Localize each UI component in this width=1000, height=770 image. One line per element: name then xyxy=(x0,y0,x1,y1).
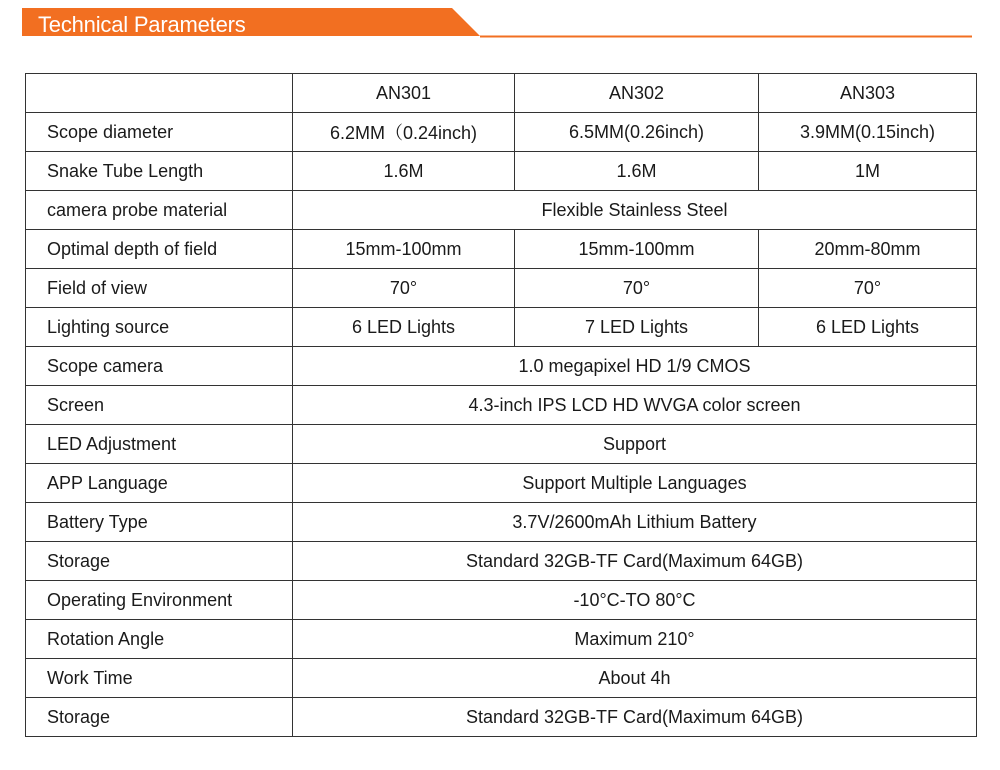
value-cell: 20mm-80mm xyxy=(759,230,977,269)
value-cell: 6.5MM(0.26inch) xyxy=(515,113,759,152)
row-label-cell: Screen xyxy=(26,386,293,425)
table-row xyxy=(26,659,977,698)
header-corner-cell xyxy=(26,74,293,113)
shared-value-cell: Support Multiple Languages xyxy=(293,464,977,503)
row-label-cell: Work Time xyxy=(26,659,293,698)
table-row xyxy=(26,230,977,269)
value-cell: 15mm-100mm xyxy=(293,230,515,269)
model-header-cell: AN303 xyxy=(759,74,977,113)
row-label-cell: Field of view xyxy=(26,269,293,308)
section-title: Technical Parameters xyxy=(38,12,246,37)
table-row xyxy=(26,542,977,581)
value-cell: 6.2MM（0.24inch) xyxy=(293,113,515,152)
table-row xyxy=(26,425,977,464)
value-cell: 1M xyxy=(759,152,977,191)
value-cell: 70° xyxy=(759,269,977,308)
table-row xyxy=(26,620,977,659)
row-label-cell: Rotation Angle xyxy=(26,620,293,659)
value-cell: 70° xyxy=(293,269,515,308)
row-label-cell: Battery Type xyxy=(26,503,293,542)
value-cell: 6 LED Lights xyxy=(293,308,515,347)
table-row xyxy=(26,581,977,620)
row-label-cell: Storage xyxy=(26,698,293,737)
shared-value-cell: Support xyxy=(293,425,977,464)
shared-value-cell: Standard 32GB-TF Card(Maximum 64GB) xyxy=(293,698,977,737)
table-row xyxy=(26,386,977,425)
shared-value-cell: Flexible Stainless Steel xyxy=(293,191,977,230)
shared-value-cell: Maximum 210° xyxy=(293,620,977,659)
table-row xyxy=(26,464,977,503)
shared-value-cell: 3.7V/2600mAh Lithium Battery xyxy=(293,503,977,542)
shared-value-cell: About 4h xyxy=(293,659,977,698)
row-label-cell: Scope diameter xyxy=(26,113,293,152)
row-label-cell: Operating Environment xyxy=(26,581,293,620)
row-label-cell: Lighting source xyxy=(26,308,293,347)
row-label-cell: APP Language xyxy=(26,464,293,503)
row-label-cell: Snake Tube Length xyxy=(26,152,293,191)
shared-value-cell: 4.3-inch IPS LCD HD WVGA color screen xyxy=(293,386,977,425)
shared-value-cell: -10°C-TO 80°C xyxy=(293,581,977,620)
row-label-cell: Optimal depth of field xyxy=(26,230,293,269)
table-row xyxy=(26,191,977,230)
table-row xyxy=(26,308,977,347)
table-row xyxy=(26,347,977,386)
table-row xyxy=(26,269,977,308)
section-header xyxy=(22,8,972,40)
value-cell: 6 LED Lights xyxy=(759,308,977,347)
row-label-cell: camera probe material xyxy=(26,191,293,230)
table-row xyxy=(26,113,977,152)
model-header-cell: AN302 xyxy=(515,74,759,113)
row-label-cell: Scope camera xyxy=(26,347,293,386)
table-row xyxy=(26,152,977,191)
value-cell: 70° xyxy=(515,269,759,308)
table-row xyxy=(26,503,977,542)
value-cell: 1.6M xyxy=(515,152,759,191)
value-cell: 7 LED Lights xyxy=(515,308,759,347)
value-cell: 15mm-100mm xyxy=(515,230,759,269)
table-row xyxy=(26,698,977,737)
value-cell: 1.6M xyxy=(293,152,515,191)
shared-value-cell: Standard 32GB-TF Card(Maximum 64GB) xyxy=(293,542,977,581)
shared-value-cell: 1.0 megapixel HD 1/9 CMOS xyxy=(293,347,977,386)
value-cell: 3.9MM(0.15inch) xyxy=(759,113,977,152)
row-label-cell: Storage xyxy=(26,542,293,581)
table-header-row xyxy=(26,74,977,113)
model-header-cell: AN301 xyxy=(293,74,515,113)
spec-table xyxy=(25,73,977,737)
row-label-cell: LED Adjustment xyxy=(26,425,293,464)
